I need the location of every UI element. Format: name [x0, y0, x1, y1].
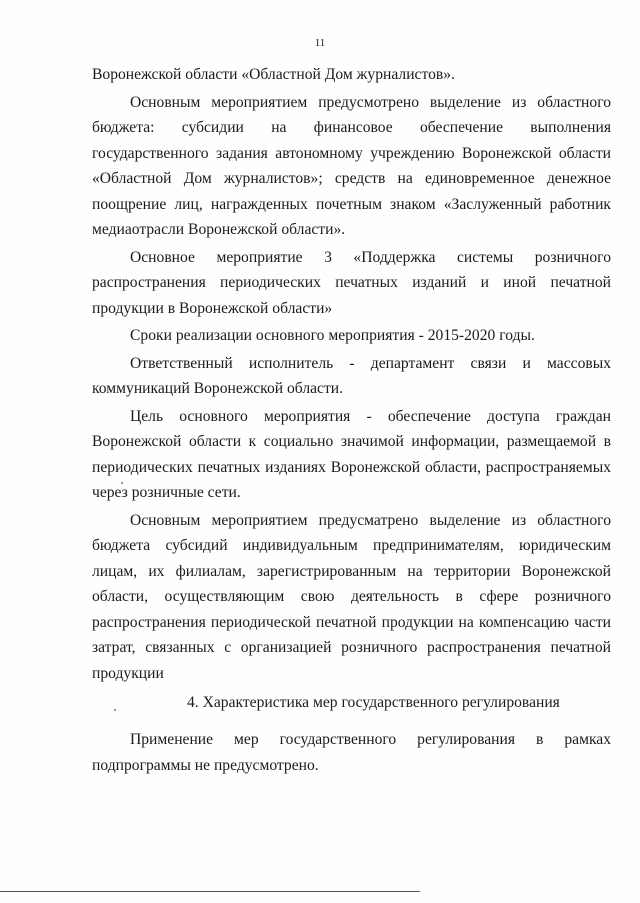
section-heading: 4. Характеристика мер государственного регулирования	[187, 694, 560, 711]
scan-speck	[121, 482, 123, 484]
paragraph: Применение мер государственного регулирования в рамках подпрограммы не предусмотрено.	[92, 731, 611, 774]
scan-speck	[114, 709, 116, 711]
page-number: 11	[314, 37, 326, 49]
body-text	[92, 62, 611, 686]
paragraph: Цель основного мероприятия - обеспечение доступа граждан Воронежской области к социально значимой информации, размещаемой в периодических печатных изданиях Воронежской области, распространяемых через розничные сети.	[92, 407, 611, 501]
section-body	[92, 727, 611, 778]
paragraph: Основным мероприятием предусмотрено выделение из областного бюджета: субсидии на финансовое обеспечение выполнения государственного задания автономному учреждению Воронежской области «Областной Дом журналистов»; средств на единовременное денежное поощрение лиц, награжденных почетным знаком «Заслуженный работник медиаотрасли Воронежской области».	[92, 93, 611, 238]
scan-edge-line	[0, 891, 420, 892]
paragraph: Воронежской области «Областной Дом журналистов».	[92, 66, 455, 83]
paragraph: Основным мероприятием предусматрено выделение из областного бюджета субсидий индивидуальным предпринимателям, юридическим лицам, их филиалам, зарегистрированным на территории Воронежской области, осуществляющим свою деятельность в сфере розничного распространения периодической печатной продукции на компенсацию части затрат, связанных с организацией розничного распространения печатной продукции	[92, 511, 611, 682]
paragraph: Ответственный исполнитель - департамент связи и массовых коммуникаций Воронежской области.	[92, 354, 611, 397]
paragraph: Основное мероприятие 3 «Поддержка системы розничного распространения периодических печатных изданий и иной печатной продукции в Воронежской области»	[92, 248, 611, 317]
paragraph: Сроки реализации основного мероприятия - 2015-2020 годы.	[130, 327, 535, 344]
